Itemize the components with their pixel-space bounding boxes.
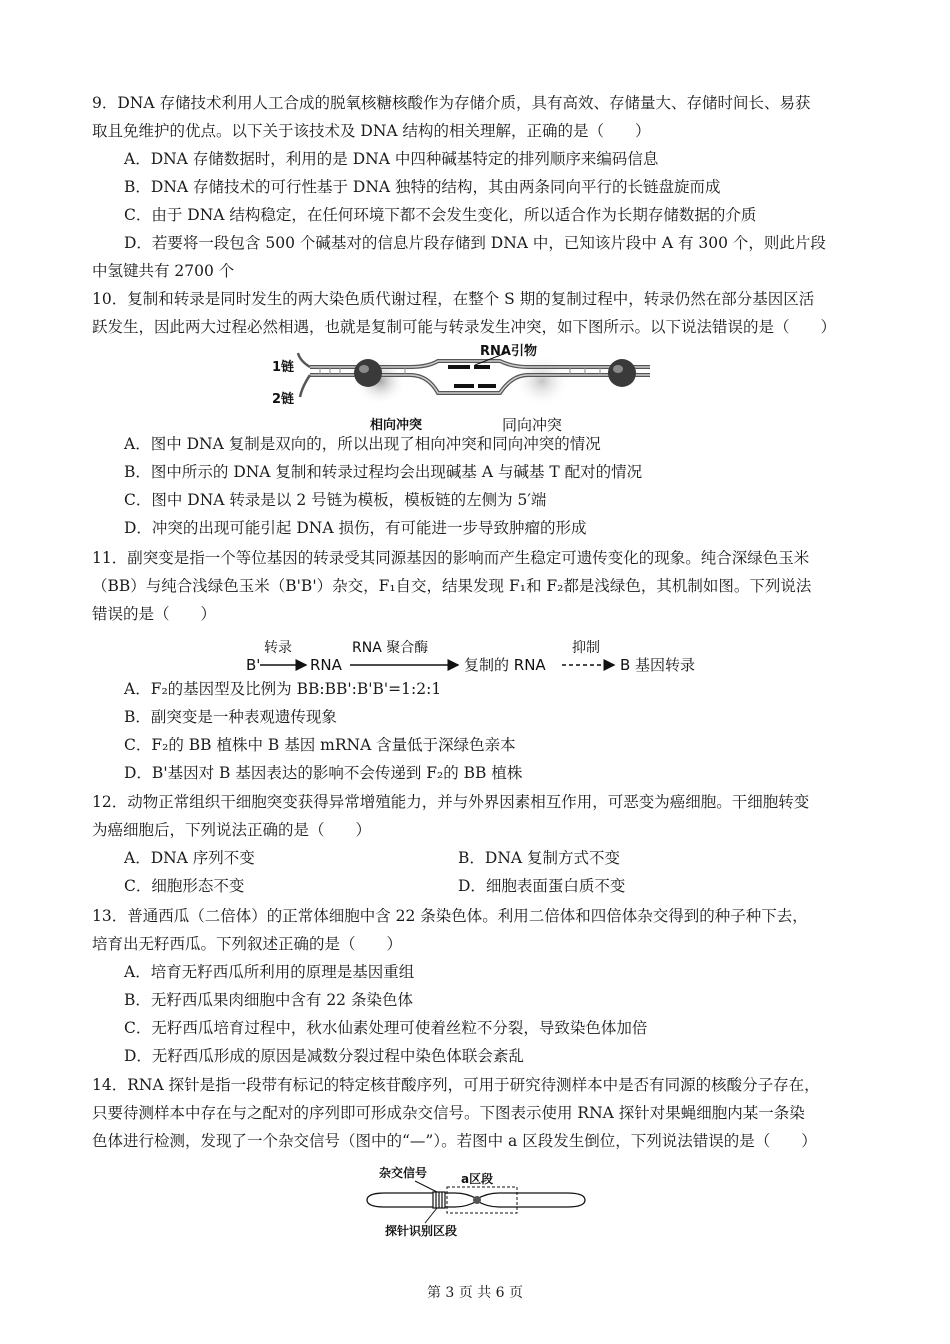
q11-option-a: A．F₂的基因型及比例为 BB:BB':B'B'=1:2:1 [124,680,442,698]
question-14 [92,1071,862,1155]
head-on-conflict-label: 相向冲突 [370,418,423,433]
q11-option-c: C．F₂的 BB 植株中 B 基因 mRNA 含量低于深绿色亲本 [124,736,516,754]
q14-stem-line-2: 只要待测样本中存在与之配对的序列即可形成杂交信号。下图表示使用 RNA 探针对果蝇细胞内某一条染 [92,1104,805,1122]
q12-option-d: D．细胞表面蛋白质不变 [458,877,626,895]
q12-stem-line-2: 为癌细胞后，下列说法正确的是（ ） [92,821,372,839]
signal-pointer [415,1181,437,1192]
strand-1-label: 1链 [272,360,295,375]
question-12 [92,788,862,900]
node-rna: RNA [310,656,342,674]
co-directional-conflict-glow [514,355,570,407]
q12-option-b: B．DNA 复制方式不变 [458,849,621,867]
node-b-gene-transcription: B 基因转录 [620,656,696,674]
q11-stem-line-3: 错误的是（ ） [92,605,217,623]
question-11 [92,544,862,628]
q10-option-a: A．图中 DNA 复制是双向的，所以出现了相向冲突和同向冲突的情况 [124,435,601,453]
rna-polymerase-left [354,359,382,387]
replication-transcription-conflict-diagram [270,343,670,435]
q13-option-c: C．无籽西瓜培育过程中，秋水仙素处理可使着丝粒不分裂，导致染色体加倍 [124,1019,648,1037]
probe-segment-label: 探针识别区段 [385,1224,458,1238]
question-10 [92,285,862,341]
hybridization-signal-label: 杂交信号 [379,1166,428,1180]
q12-option-a: A．DNA 序列不变 [124,849,255,867]
q9-option-d-line-2: 中氢键共有 2700 个 [92,262,235,280]
q13-option-d: D．无籽西瓜形成的原因是减数分裂过程中染色体联会紊乱 [124,1047,524,1065]
strand-2-end [300,375,310,397]
q13-stem-line-2: 培育出无籽西瓜。下列叙述正确的是（ ） [92,935,403,953]
q13-option-b: B．无籽西瓜果肉细胞中含有 22 条染色体 [124,991,413,1009]
q10-stem-line-1: 10．复制和转录是同时发生的两大染色质代谢过程，在整个 S 期的复制过程中，转录仍然在部分基因区活 [92,290,815,308]
q11-stem-line-1: 11．副突变是指一个等位基因的转录受其同源基因的影响而产生稳定可遗传变化的现象。纯合深绿色玉米 [92,549,810,567]
strand-1-end [298,353,310,367]
chromosome-probe-diagram [355,1163,595,1239]
q11-stem-line-2: （BB）与纯合浅绿色玉米（B'B'）杂交，F₁自交，结果发现 F₁和 F₂都是浅绿色，其机制如图。下列说法 [92,577,812,595]
probe-pointer [425,1208,437,1223]
q10-stem-line-2: 跃发生，因此两大过程必然相遇，也就是复制可能与转录发生冲突，如下图所示。以下说法错误的是（ ） [92,318,837,336]
question-9 [92,89,862,285]
q9-option-c: C．由于 DNA 结构稳定，在任何环境下都不会发生变化，所以适合作为长期存储数据的介质 [124,206,757,224]
q9-option-b: B．DNA 存储技术的可行性基于 DNA 独特的结构，其由两条同向平行的长链盘旋而成 [124,178,721,196]
q9-option-d-line-1: D．若要将一段包含 500 个碱基对的信息片段存储到 DNA 中，已知该片段中 A 有 300 个，则此片段 [124,234,826,252]
question-10-options [92,430,862,542]
arrow-label-inhibition: 抑制 [572,640,600,656]
strand-2-label: 2链 [272,392,295,407]
q14-stem-line-3: 色体进行检测，发现了一个杂交信号（图中的“—”）。若图中 a 区段发生倒位，下列说法错误的是（ ） [92,1132,817,1150]
q12-option-c: C．细胞形态不变 [124,877,245,895]
rna-primer-fragments [448,365,496,388]
q12-stem-line-1: 12．动物正常组织干细胞突变获得异常增殖能力，并与外界因素相互作用，可恶变为癌细胞。干细胞转变 [92,793,810,811]
centromere [473,1196,481,1204]
q11-option-b: B．副突变是一种表观遗传现象 [124,708,337,726]
node-replicated-rna: 复制的 RNA [464,656,546,674]
q14-stem-line-1: 14．RNA 探针是指一段带有标记的特定核苷酸序列，可用于研究待测样本中是否有同源的核酸分子存在， [92,1076,820,1094]
paramutation-mechanism-diagram [240,632,720,678]
q13-stem-line-1: 13．普通西瓜（二倍体）的正常体细胞中含 22 条染色体。利用二倍体和四倍体杂交得到的种子种下去， [92,907,808,925]
q9-stem-line-1: 9．DNA 存储技术利用人工合成的脱氧核糖核酸作为存储介质，具有高效、存储量大、存储时间长、易获 [92,94,811,112]
arrow-label-rna-polymerase: RNA 聚合酶 [352,640,429,656]
q13-option-a: A．培育无籽西瓜所利用的原理是基因重组 [124,963,415,981]
page-number-footer: 第 3 页 共 6 页 [426,1285,524,1301]
question-11-options [92,675,862,787]
region-a-label: a区段 [461,1172,494,1186]
q9-option-a: A．DNA 存储数据时，利用的是 DNA 中四种碱基特定的排列顺序来编码信息 [124,150,659,168]
node-b-prime: B' [246,656,261,674]
q10-option-c: C．图中 DNA 转录是以 2 号链为模板，模板链的左侧为 5′端 [124,491,547,509]
replication-fork-right [608,359,636,387]
rna-primer-label: RNA引物 [480,344,537,359]
q10-option-d: D．冲突的出现可能引起 DNA 损伤，有可能进一步导致肿瘤的形成 [124,519,587,537]
question-13 [92,902,862,1070]
co-directional-conflict-label: 同向冲突 [502,416,563,434]
arrow-label-transcription: 转录 [264,640,292,656]
q9-stem-line-2: 取且免维护的优点。以下关于该技术及 DNA 结构的相关理解，正确的是（ ） [92,122,651,140]
q10-option-b: B．图中所示的 DNA 复制和转录过程均会出现碱基 A 与碱基 T 配对的情况 [124,463,643,481]
q11-option-d: D．B'基因对 B 基因表达的影响不会传递到 F₂的 BB 植株 [124,764,523,782]
